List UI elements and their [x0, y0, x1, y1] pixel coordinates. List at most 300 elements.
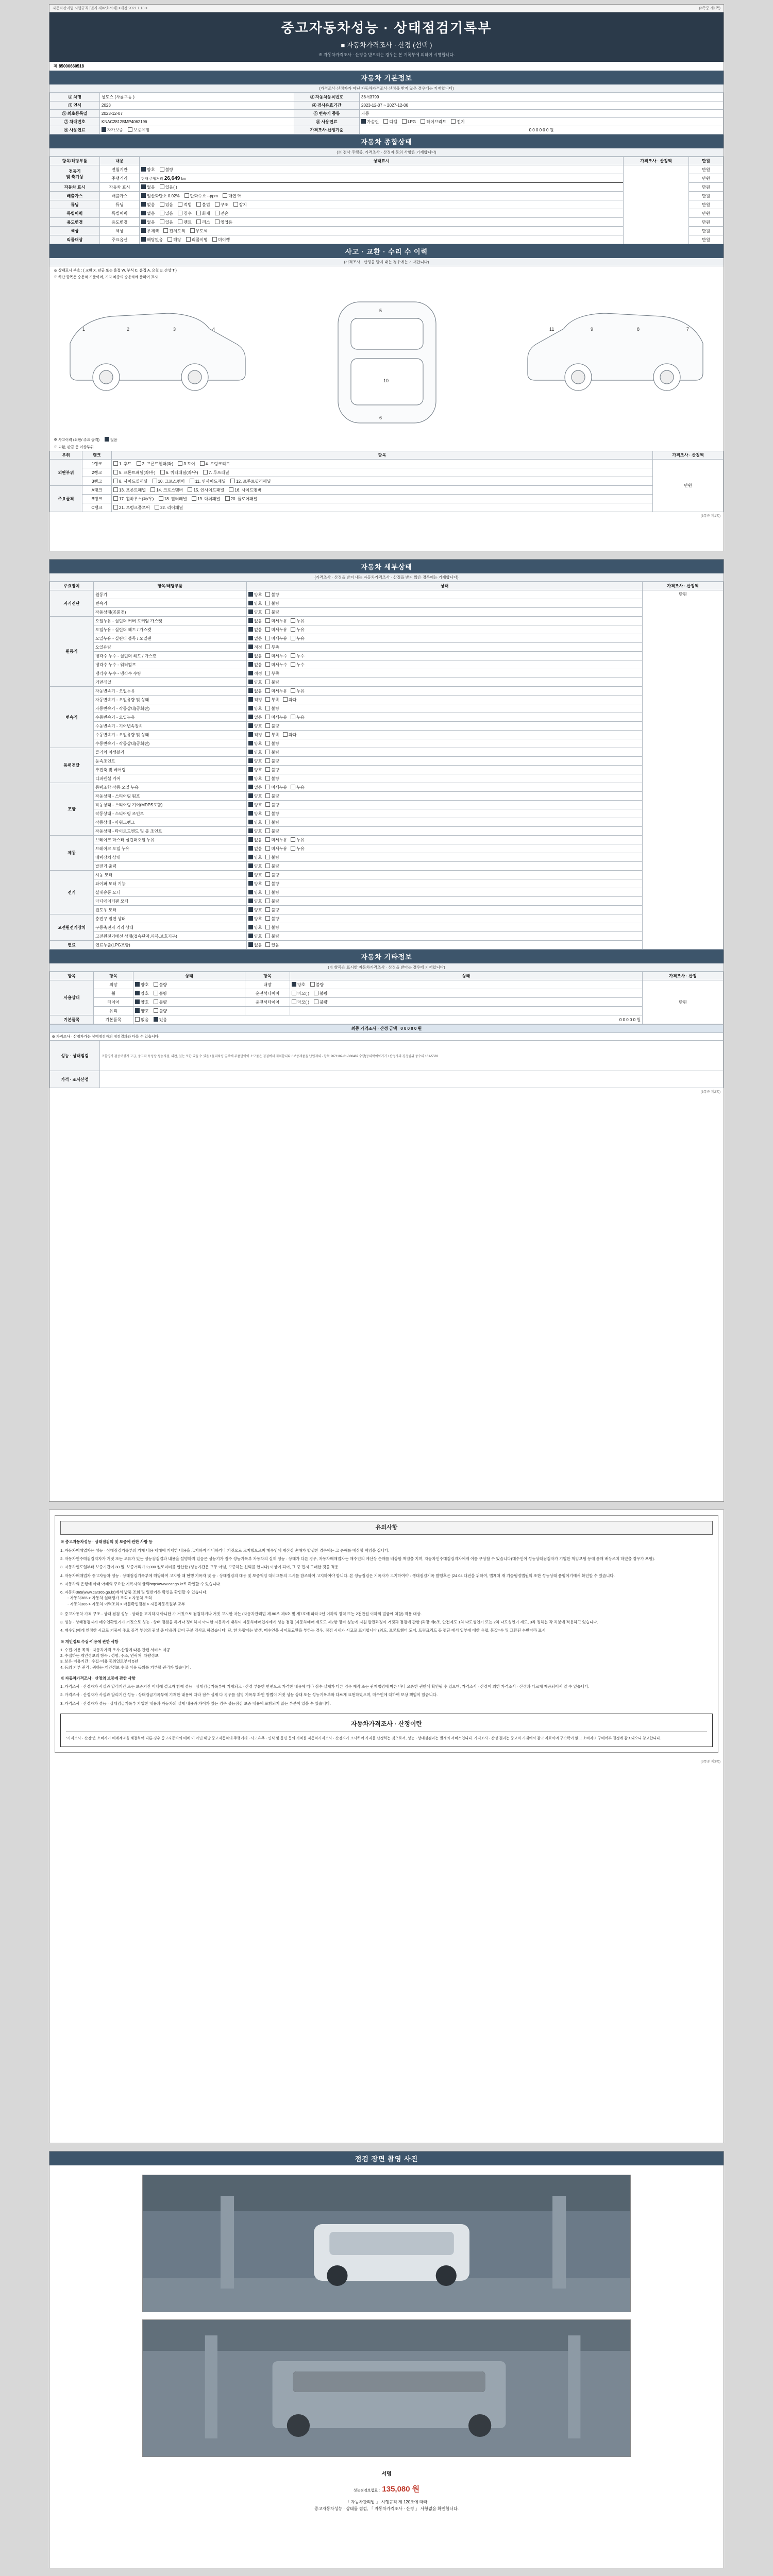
checkbox-icon[interactable]: [248, 942, 253, 947]
fuel-option-1[interactable]: 디젤: [383, 119, 397, 125]
recall-yes[interactable]: 해당: [167, 237, 181, 243]
checkbox-icon[interactable]: [265, 706, 270, 710]
checkbox-icon[interactable]: [248, 627, 253, 632]
checkbox-icon[interactable]: [291, 688, 295, 693]
checkbox-icon[interactable]: [248, 811, 253, 816]
detail-option[interactable]: [265, 907, 279, 913]
detail-option[interactable]: [248, 820, 262, 825]
detail-option[interactable]: [265, 732, 279, 738]
checkbox-icon[interactable]: [248, 925, 253, 929]
basic-item-yes[interactable]: 있음: [154, 1017, 167, 1023]
detail-option[interactable]: [248, 627, 262, 633]
detail-option[interactable]: [291, 785, 304, 790]
detail-option[interactable]: [248, 645, 262, 650]
usage-commercial[interactable]: 영업용: [215, 219, 232, 225]
checkbox-icon[interactable]: [248, 785, 253, 789]
acc-item-2-1[interactable]: 10. 크로스멤버: [153, 479, 185, 484]
detail-option[interactable]: [265, 715, 287, 720]
checkbox-icon[interactable]: [265, 601, 270, 605]
checkbox-icon[interactable]: [283, 732, 288, 737]
usage-rent[interactable]: 렌트: [178, 219, 191, 225]
color-full-paint[interactable]: 전체도색: [163, 228, 185, 234]
acc-item-5-1[interactable]: 22. 리어패널: [155, 505, 183, 511]
detail-option[interactable]: [248, 671, 262, 676]
other-opt2-1-0[interactable]: 마모( ): [292, 991, 309, 996]
checkbox-icon[interactable]: [248, 802, 253, 807]
detail-option[interactable]: [248, 846, 262, 852]
acc-item-4-2[interactable]: 19. 대쉬패널: [192, 496, 220, 502]
checkbox-icon[interactable]: [265, 785, 270, 789]
detail-item-options: [247, 748, 643, 757]
basic-item-none[interactable]: 없음: [135, 1017, 148, 1023]
basic-label-3: ③ 연식: [50, 101, 100, 110]
checkbox-icon[interactable]: [265, 811, 270, 816]
history-yes[interactable]: 있음: [160, 211, 173, 216]
sheet1-footer: (3쪽중 제1쪽): [700, 514, 720, 518]
checkbox-icon[interactable]: [265, 881, 270, 886]
detail-option-label: 과다: [288, 697, 297, 702]
other-opt-2-1[interactable]: 불량: [154, 999, 167, 1005]
checkbox-icon[interactable]: [265, 758, 270, 763]
detail-item-options: [247, 696, 643, 704]
checkbox-icon[interactable]: [265, 934, 270, 938]
detail-option[interactable]: [291, 715, 304, 720]
detail-option[interactable]: [248, 601, 262, 606]
detail-option[interactable]: [248, 706, 262, 711]
detail-option[interactable]: [265, 706, 279, 711]
checkbox-icon[interactable]: [248, 688, 253, 693]
acc-item-3-3[interactable]: 16. 사이드멤버: [229, 487, 261, 493]
checkbox-icon[interactable]: [265, 592, 270, 597]
detail-option[interactable]: [248, 881, 262, 887]
detail-option[interactable]: [248, 636, 262, 641]
detail-option[interactable]: [283, 697, 296, 703]
checkbox-icon[interactable]: [265, 627, 270, 632]
detail-option[interactable]: [265, 653, 287, 659]
color-original[interactable]: 무채색: [141, 228, 159, 234]
checkbox-icon[interactable]: [248, 846, 253, 851]
checkbox-icon[interactable]: [265, 793, 270, 798]
tuning-yes[interactable]: 있음: [160, 202, 173, 208]
overall-opt-0-1[interactable]: 불량: [160, 167, 173, 173]
detail-option[interactable]: [248, 653, 262, 659]
checkbox-icon[interactable]: [265, 776, 270, 781]
detail-option-label: 미세누유: [271, 636, 288, 641]
checkbox-icon[interactable]: [291, 618, 295, 623]
other-opt2-1-1[interactable]: 불량: [314, 991, 327, 996]
detail-option[interactable]: [265, 881, 279, 887]
checkbox-icon[interactable]: [265, 855, 270, 859]
checkbox-icon[interactable]: [248, 601, 253, 605]
checkbox-icon[interactable]: [265, 688, 270, 693]
detail-option[interactable]: [248, 776, 262, 782]
acc-item-3-2[interactable]: 15. 인사이드패널: [188, 487, 224, 493]
checkbox-icon[interactable]: [248, 776, 253, 781]
other-head-1b: 항목: [245, 972, 290, 980]
detail-option-label: 양호: [254, 592, 262, 597]
other-opt2-2-0[interactable]: 마모( ): [292, 999, 309, 1005]
checkbox-icon[interactable]: [248, 828, 253, 833]
detail-option[interactable]: [265, 688, 287, 694]
tuning-legal[interactable]: 적법: [178, 202, 191, 208]
recall-none[interactable]: 해당없음: [141, 237, 163, 243]
other-opt2-0-1[interactable]: 불량: [310, 982, 324, 988]
acc-rank-3: A랭크: [82, 486, 112, 495]
checkbox-icon[interactable]: [248, 741, 253, 745]
detail-item-name: 작동상태 - 스티어링 펌프: [94, 792, 247, 801]
table-row: [50, 722, 724, 731]
detail-option[interactable]: [265, 899, 279, 904]
acc-item-2-3[interactable]: 12. 프론트필러패널: [230, 479, 271, 484]
checkbox-icon[interactable]: [248, 671, 253, 675]
checkbox-icon[interactable]: [248, 723, 253, 728]
detail-option[interactable]: [265, 697, 279, 703]
other-opt2-2-1[interactable]: 불량: [314, 999, 327, 1005]
checkbox-icon[interactable]: [265, 741, 270, 745]
acc-item-4-1[interactable]: 18. 필러패널: [159, 496, 187, 502]
detail-option[interactable]: [248, 899, 262, 904]
tuning-structure[interactable]: 구조: [215, 202, 228, 208]
detail-option[interactable]: [265, 872, 279, 878]
detail-option[interactable]: [265, 758, 279, 764]
detail-option[interactable]: [248, 592, 262, 598]
checkbox-icon[interactable]: [248, 881, 253, 886]
detail-option[interactable]: [291, 662, 304, 668]
acc-item-1-2[interactable]: 7. 루프패널: [203, 470, 229, 476]
detail-option[interactable]: [265, 785, 287, 790]
detail-option[interactable]: [265, 916, 279, 922]
acc-item-0-1[interactable]: 2. 프론트휀더(좌): [137, 461, 174, 467]
detail-option[interactable]: [265, 925, 279, 930]
acc-item-2-2[interactable]: 11. 인사이드패널: [190, 479, 226, 484]
checkbox-icon[interactable]: [265, 609, 270, 614]
history-flood[interactable]: 침수: [178, 211, 191, 216]
detail-option[interactable]: [248, 767, 262, 773]
tuning-none[interactable]: 없음: [141, 202, 155, 208]
checkbox-icon[interactable]: [248, 916, 253, 921]
detail-option[interactable]: [248, 715, 262, 720]
acc-item-0-0[interactable]: 1. 후드: [113, 461, 131, 467]
detail-option[interactable]: [248, 732, 262, 738]
checkbox-icon[interactable]: [265, 697, 270, 702]
checkbox-icon[interactable]: [265, 802, 270, 807]
checkbox-icon[interactable]: [291, 785, 295, 789]
overall-opt-0-0[interactable]: 양호: [141, 167, 155, 173]
detail-option[interactable]: [248, 863, 262, 869]
checkbox-icon[interactable]: [265, 863, 270, 868]
checkbox-icon[interactable]: [248, 899, 253, 903]
other-price: 만원: [643, 980, 724, 1024]
detail-option[interactable]: [248, 828, 262, 834]
acc-item-1-0[interactable]: 5. 프론트패널(좌/우): [113, 470, 156, 476]
checkbox-icon[interactable]: [248, 706, 253, 710]
checkbox-icon[interactable]: [265, 899, 270, 903]
checkbox-icon[interactable]: [265, 872, 270, 877]
detail-option[interactable]: [248, 609, 262, 615]
checkbox-icon[interactable]: [265, 618, 270, 623]
recall-pending[interactable]: 미이행: [212, 237, 230, 243]
detail-option[interactable]: [265, 671, 279, 676]
checkbox-icon[interactable]: [265, 828, 270, 833]
checkbox-icon[interactable]: [248, 715, 253, 719]
section-basic-sub: (가격조사·산정자가 아닌 자동차가격조사·산정을 받지 않은 경우에는 기재합니다): [49, 84, 724, 93]
detail-option[interactable]: [248, 758, 262, 764]
checkbox-icon[interactable]: [265, 820, 270, 824]
detail-item-name: 연료누출(LPG포함): [94, 941, 247, 950]
fuel-option-3[interactable]: 하이브리드: [421, 119, 446, 125]
acc-item-4-3[interactable]: 20. 플로어패널: [225, 496, 258, 502]
table-row: [50, 660, 724, 669]
other-head-1: 상태: [133, 972, 245, 980]
detail-option[interactable]: [248, 855, 262, 860]
checkbox-icon[interactable]: [248, 934, 253, 938]
checkbox-icon[interactable]: [248, 732, 253, 737]
detail-option[interactable]: [248, 811, 262, 817]
checkbox-icon[interactable]: [248, 680, 253, 684]
detail-option[interactable]: [265, 890, 279, 895]
section-overall-title: 자동차 종합상태: [49, 134, 724, 148]
detail-option[interactable]: [265, 618, 287, 624]
acc-item-0-3[interactable]: 4. 트렁크리드: [200, 461, 230, 467]
checkbox-icon[interactable]: [265, 925, 270, 929]
checkbox-icon[interactable]: [265, 636, 270, 640]
accident-legend-1: ※ 상태표시 부호 : ( 교환 X, 판금 또는 용접 W, 부식 C, 흠집 A, 요철 U, 손상 T ): [54, 269, 177, 273]
acc-price-val: 만원: [653, 460, 724, 512]
usage-yes[interactable]: 있음: [160, 219, 173, 225]
checkbox-icon[interactable]: [291, 636, 295, 640]
checkbox-icon[interactable]: [248, 872, 253, 877]
detail-option[interactable]: [265, 802, 279, 808]
notice-item-2: 3. 자동차인도일부터 보증기간이 30 일, 보증거리가 2,000 킬로미터를 합산한 (성능기간은 모두 아님, 보증하는 신뢰를 합니다) 이상이 되어, 그 중 먼저 도래한 것을 적용.: [60, 1565, 340, 1570]
overall-row-label-0: 전동기 및 축기상: [50, 165, 100, 183]
fuel-option-0[interactable]: 가솔린: [361, 119, 379, 125]
detail-option[interactable]: [248, 785, 262, 790]
checkbox-icon[interactable]: [291, 846, 295, 851]
detail-option[interactable]: [265, 811, 279, 817]
detail-option-label: 불량: [271, 828, 279, 834]
history-total-loss[interactable]: 전손: [215, 211, 228, 216]
acc-cat-0: 외판부위: [50, 460, 82, 486]
usage-none[interactable]: 없음: [141, 219, 155, 225]
inspection-photo-underbody[interactable]: [142, 2319, 631, 2457]
detail-option[interactable]: [248, 802, 262, 808]
overall-opt-1-0[interactable]: 없음: [141, 184, 155, 190]
detail-option[interactable]: [265, 609, 279, 615]
checkbox-icon[interactable]: [248, 793, 253, 798]
checkbox-icon[interactable]: [265, 645, 270, 649]
checkbox-icon[interactable]: [291, 653, 295, 658]
checkbox-icon[interactable]: [248, 890, 253, 894]
detail-option[interactable]: [291, 653, 304, 659]
detail-option[interactable]: [248, 750, 262, 755]
detail-option[interactable]: [291, 688, 304, 694]
detail-option[interactable]: [291, 837, 304, 843]
other-opt-1-1[interactable]: 불량: [154, 991, 167, 996]
checkbox-icon[interactable]: [248, 855, 253, 859]
checkbox-icon[interactable]: [248, 662, 253, 667]
detail-option[interactable]: [248, 872, 262, 878]
detail-option[interactable]: [265, 820, 279, 825]
detail-option-label: 누유: [296, 688, 305, 693]
detail-item-name: 충전구 절연 상태: [94, 914, 247, 923]
checkbox-icon[interactable]: [265, 846, 270, 851]
other-opt-3-1[interactable]: 불량: [154, 1008, 167, 1014]
checkbox-icon[interactable]: [248, 820, 253, 824]
recall-done[interactable]: 리콜이행: [186, 237, 208, 243]
checkbox-icon[interactable]: [248, 645, 253, 649]
history-fire[interactable]: 화재: [196, 211, 210, 216]
detail-option[interactable]: [248, 907, 262, 913]
checkbox-icon[interactable]: [265, 767, 270, 772]
checkbox-icon[interactable]: [265, 837, 270, 842]
acc-item-0-2[interactable]: 3.도어: [178, 461, 195, 467]
tuning-illegal[interactable]: 불법: [196, 202, 210, 208]
detail-option[interactable]: [265, 645, 279, 650]
fuel-option-2[interactable]: LPG: [402, 119, 416, 124]
checkbox-icon[interactable]: [283, 697, 288, 702]
checkbox-icon[interactable]: [265, 715, 270, 719]
detail-option[interactable]: [265, 741, 279, 747]
detail-option-label: 없음: [254, 846, 262, 851]
checkbox-icon[interactable]: [248, 609, 253, 614]
checkbox-icon[interactable]: [265, 732, 270, 737]
detail-option[interactable]: [248, 793, 262, 799]
checkbox-icon[interactable]: [265, 662, 270, 667]
detail-option[interactable]: [265, 837, 287, 843]
other-opt-3-0[interactable]: 양호: [135, 1008, 148, 1014]
inspection-photo-front[interactable]: [142, 2175, 631, 2312]
detail-option-label: 양호: [254, 811, 262, 816]
tuning-device[interactable]: 장치: [233, 202, 247, 208]
detail-option[interactable]: [291, 618, 304, 624]
detail-option[interactable]: [283, 732, 296, 738]
detail-option[interactable]: [265, 636, 287, 641]
detail-option[interactable]: [248, 680, 262, 685]
checkbox-icon[interactable]: [265, 680, 270, 684]
checkbox-icon[interactable]: [291, 837, 295, 842]
detail-item-name: 오일누유 - 실린더 헤드 / 가스켓: [94, 625, 247, 634]
acc-item-1-1[interactable]: 6. 쿼터패널(좌/우): [160, 470, 198, 476]
usage-lease[interactable]: 리스: [196, 219, 210, 225]
basic-value-7: KNAC2812BMP4062196: [100, 118, 294, 126]
warranty-option-0[interactable]: 자가보증: [102, 127, 123, 133]
fuel-option-4[interactable]: 전기: [451, 119, 464, 125]
acc-item-3-1[interactable]: 14. 크로스멤버: [150, 487, 183, 493]
checkbox-icon[interactable]: [248, 863, 253, 868]
detail-option[interactable]: [265, 627, 287, 633]
other-opt-0-1[interactable]: 불량: [154, 982, 167, 988]
detail-option[interactable]: [248, 934, 262, 939]
basic-value-5: 2023-12-07: [100, 110, 294, 118]
detail-option[interactable]: [248, 618, 262, 624]
emission-smoke[interactable]: 매연 %: [223, 193, 241, 199]
other-opt-2-0[interactable]: 양호: [135, 999, 148, 1005]
detail-option[interactable]: [248, 741, 262, 747]
detail-option[interactable]: [291, 846, 304, 852]
checkbox-icon[interactable]: [248, 907, 253, 912]
acc-item-4-0[interactable]: 17. 휠하우스(좌/우): [113, 496, 154, 502]
detail-option[interactable]: [265, 855, 279, 860]
detail-option[interactable]: [265, 846, 287, 852]
color-none[interactable]: 무도색: [190, 228, 208, 234]
detail-item-name: 클러치 어셈블리: [94, 748, 247, 757]
detail-option[interactable]: [265, 863, 279, 869]
detail-option[interactable]: [248, 837, 262, 843]
checkbox-icon[interactable]: [248, 592, 253, 597]
detail-option[interactable]: [265, 793, 279, 799]
acc-item-3-0[interactable]: 13. 프론트패널: [113, 487, 146, 493]
checkbox-icon[interactable]: [265, 723, 270, 728]
detail-option[interactable]: [265, 750, 279, 755]
acc-item-2-0[interactable]: 8. 사이드실패널: [113, 479, 147, 484]
checkbox-icon[interactable]: [265, 653, 270, 658]
detail-option[interactable]: [291, 627, 304, 633]
detail-option[interactable]: [291, 636, 304, 641]
detail-option[interactable]: [265, 767, 279, 773]
warranty-option-1[interactable]: 보증유형: [128, 127, 149, 133]
checkbox-icon[interactable]: [265, 890, 270, 894]
checkbox-icon[interactable]: [265, 907, 270, 912]
detail-option[interactable]: [265, 592, 279, 598]
detail-option[interactable]: [248, 890, 262, 895]
detail-option[interactable]: [248, 688, 262, 694]
checkbox-icon[interactable]: [291, 627, 295, 632]
emission-co[interactable]: 일산화탄소 0.02%: [141, 193, 180, 199]
detail-option[interactable]: [265, 723, 279, 729]
detail-option[interactable]: [248, 697, 262, 703]
detail-option[interactable]: [265, 934, 279, 939]
checkbox-icon[interactable]: [248, 618, 253, 623]
checkbox-icon[interactable]: [265, 916, 270, 921]
checkbox-icon[interactable]: [248, 750, 253, 754]
other-opts-3: [133, 1007, 245, 1015]
damage-label: ※ 사고이력 (외판/ 주요 골격): [54, 438, 100, 442]
checkbox-icon[interactable]: [248, 837, 253, 842]
other-opt-0-0[interactable]: 양호: [135, 982, 148, 988]
detail-option[interactable]: [265, 942, 279, 948]
acc-item-5-0[interactable]: 21. 트렁크플로어: [113, 505, 150, 511]
detail-option[interactable]: [248, 942, 262, 948]
checkbox-icon[interactable]: [291, 715, 295, 719]
detail-option[interactable]: [265, 601, 279, 606]
detail-option[interactable]: [248, 723, 262, 729]
detail-option[interactable]: [248, 662, 262, 668]
detail-option[interactable]: [265, 776, 279, 782]
checkbox-icon[interactable]: [248, 697, 253, 702]
checkbox-icon[interactable]: [291, 662, 295, 667]
damage-value[interactable]: 없음: [105, 437, 117, 443]
checkbox-icon[interactable]: [265, 750, 270, 754]
checkbox-icon[interactable]: [265, 671, 270, 675]
emission-hc[interactable]: 탄화수소 --ppm: [184, 193, 218, 199]
detail-option[interactable]: [248, 925, 262, 930]
detail-option[interactable]: [265, 662, 287, 668]
detail-option[interactable]: [265, 680, 279, 685]
other-opt-1-0[interactable]: 양호: [135, 991, 148, 996]
checkbox-icon[interactable]: [248, 767, 253, 772]
overall-opt-1-1[interactable]: 있음( ): [160, 184, 177, 190]
detail-option[interactable]: [265, 828, 279, 834]
checkbox-icon[interactable]: [248, 636, 253, 640]
history-none[interactable]: 없음: [141, 211, 155, 216]
checkbox-icon[interactable]: [265, 942, 270, 947]
detail-item-name: 냉각수 누수 - 워터펌프: [94, 660, 247, 669]
other-opt2-0-0[interactable]: 양호: [292, 982, 305, 988]
privacy-item-0: 1. 수집·이용 목적 : 자동차가격 조사·산정에 따른 관련 서비스 제공: [60, 1647, 171, 1652]
checkbox-icon[interactable]: [248, 653, 253, 658]
detail-option[interactable]: [248, 916, 262, 922]
checkbox-icon[interactable]: [248, 758, 253, 763]
